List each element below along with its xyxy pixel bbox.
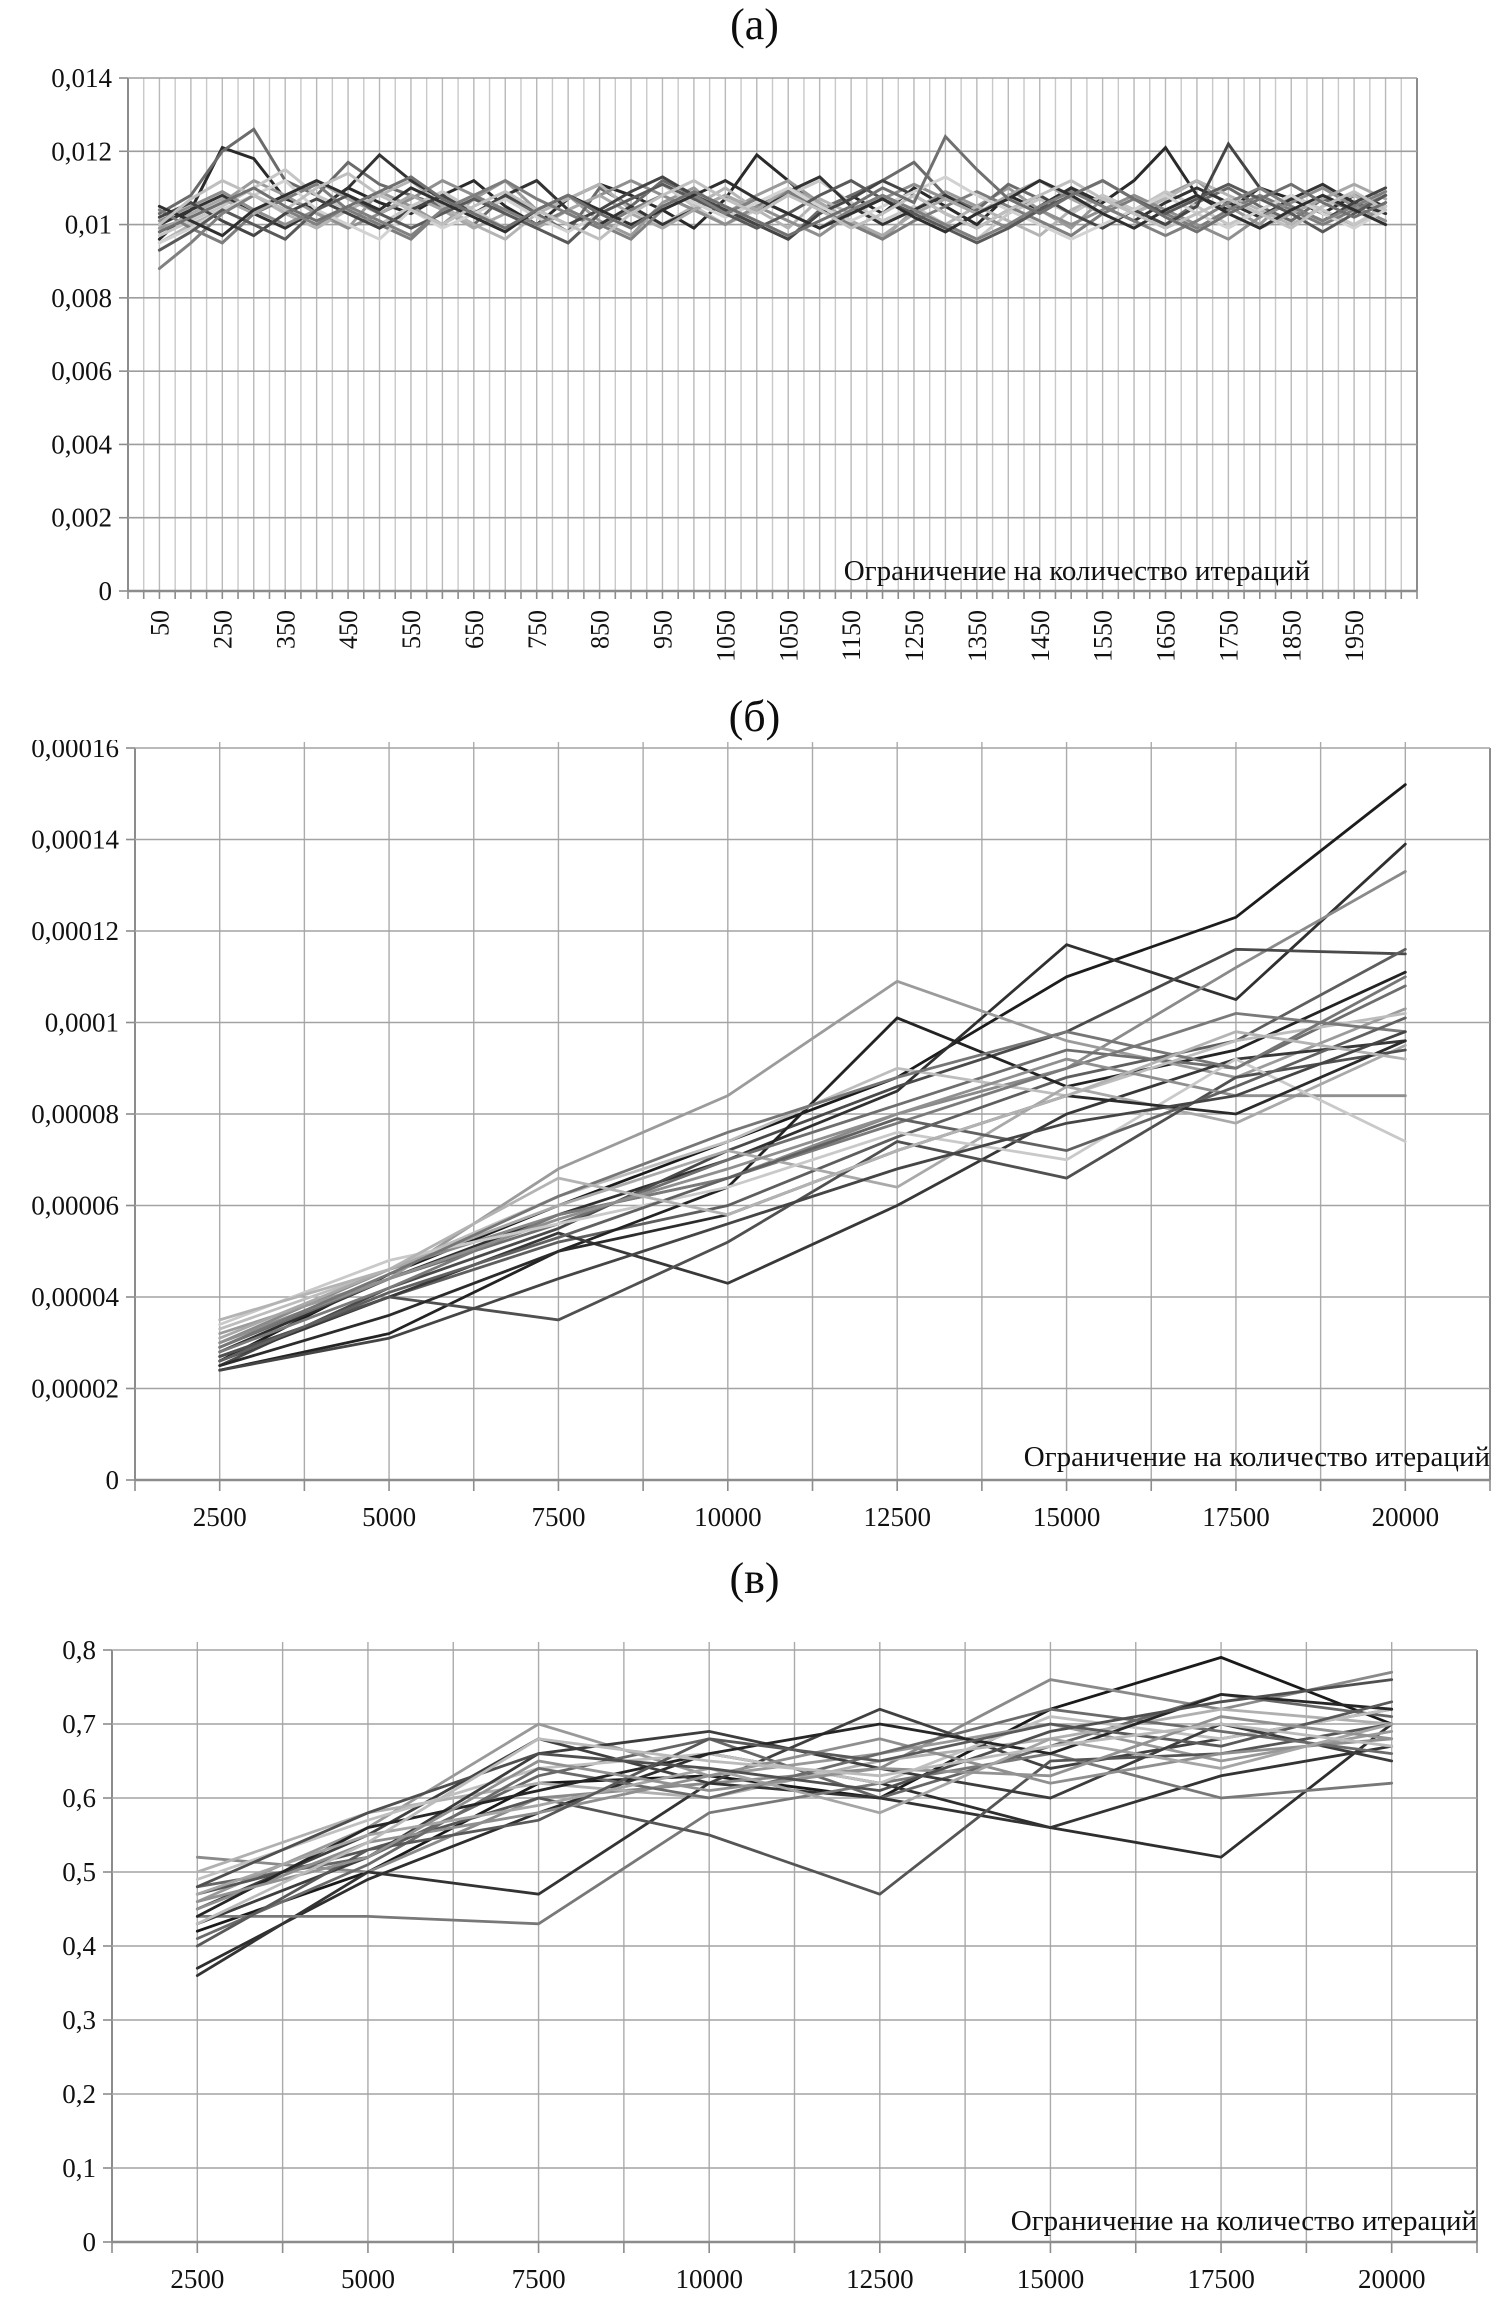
chart-a-plot [0, 54, 1509, 694]
x-tick-label: 15000 [1032, 1502, 1101, 1532]
x-axis-caption: Ограничение на количество итераций [843, 555, 1310, 587]
x-tick-label: 12500 [846, 2264, 914, 2294]
x-tick-label: 50 [145, 610, 175, 636]
y-tick-label: 0,00014 [31, 824, 119, 855]
x-tick-label: 1050 [711, 610, 741, 662]
x-tick-label: 1050 [774, 610, 804, 662]
y-tick-label: 0 [98, 576, 112, 606]
x-tick-label: 1550 [1088, 610, 1118, 662]
x-tick-label: 650 [459, 610, 489, 649]
x-tick-label: 1750 [1214, 610, 1244, 662]
chart-v-title: (в) [729, 1554, 780, 1603]
y-tick-label: 0,002 [51, 502, 112, 533]
y-tick-label: 0,012 [51, 136, 112, 167]
x-tick-label: 12500 [863, 1502, 931, 1532]
y-tick-label: 0,00008 [31, 1099, 119, 1129]
y-tick-label: 0,0001 [44, 1007, 119, 1038]
x-tick-label: 20000 [1371, 1502, 1440, 1532]
x-tick-label: 950 [648, 610, 678, 649]
y-tick-label: 0 [82, 2227, 96, 2257]
y-tick-label: 0,004 [51, 429, 112, 460]
x-tick-label: 7500 [531, 1502, 586, 1532]
x-tick-label: 15000 [1016, 2264, 1085, 2294]
y-tick-label: 0,008 [51, 282, 112, 313]
y-tick-label: 0,1 [62, 2153, 96, 2183]
x-tick-label: 2500 [192, 1502, 247, 1532]
y-tick-label: 0 [105, 1465, 119, 1495]
x-tick-label: 1250 [900, 610, 930, 662]
y-tick-label: 0,8 [62, 1635, 96, 1665]
x-tick-label: 2500 [170, 2264, 225, 2294]
y-tick-label: 0,4 [62, 1931, 96, 1961]
chart-v-plot [0, 1606, 1509, 2306]
chart-b-plot [0, 740, 1509, 1550]
y-tick-label: 0,6 [62, 1783, 96, 1813]
chart-a-title: (а) [730, 0, 779, 49]
y-tick-label: 0,01 [64, 209, 112, 240]
x-tick-label: 250 [208, 610, 238, 649]
x-tick-label: 1350 [962, 610, 992, 662]
y-tick-label: 0,006 [51, 356, 112, 387]
chart-b-block [0, 694, 1509, 1550]
x-axis-caption: Ограничение на количество итераций [1010, 2205, 1477, 2237]
chart-v-block [0, 1550, 1509, 2306]
x-tick-label: 1650 [1151, 610, 1181, 662]
y-tick-label: 0,00006 [31, 1190, 119, 1221]
x-tick-label: 1450 [1025, 610, 1055, 662]
y-tick-label: 0,7 [62, 1709, 96, 1739]
x-tick-label: 20000 [1357, 2264, 1426, 2294]
x-tick-label: 10000 [675, 2264, 743, 2294]
chart-b-title: (б) [728, 692, 781, 741]
y-tick-label: 0,3 [62, 2005, 96, 2035]
x-tick-label: 1950 [1340, 610, 1370, 662]
y-tick-label: 0,00002 [31, 1373, 119, 1404]
x-tick-label: 1850 [1277, 610, 1307, 662]
y-tick-label: 0,014 [51, 63, 112, 93]
y-tick-label: 0,00016 [31, 740, 119, 763]
x-tick-label: 5000 [340, 2264, 395, 2294]
y-tick-label: 0,00004 [31, 1282, 119, 1312]
x-tick-label: 350 [271, 610, 301, 649]
y-tick-label: 0,5 [62, 1857, 96, 1887]
x-tick-label: 7500 [511, 2264, 566, 2294]
x-axis-caption: Ограничение на количество итераций [1023, 1441, 1490, 1473]
x-tick-label: 5000 [362, 1502, 417, 1532]
x-tick-label: 450 [334, 610, 364, 649]
x-tick-label: 750 [522, 610, 552, 649]
chart-a-block [0, 2, 1509, 694]
x-tick-label: 17500 [1187, 2264, 1255, 2294]
x-tick-label: 10000 [694, 1502, 762, 1532]
y-tick-label: 0,00012 [31, 916, 119, 946]
x-tick-label: 550 [397, 610, 427, 649]
x-tick-label: 850 [585, 610, 615, 649]
y-tick-label: 0,2 [62, 2079, 96, 2109]
x-tick-label: 17500 [1202, 1502, 1270, 1532]
x-tick-label: 1150 [837, 610, 867, 662]
